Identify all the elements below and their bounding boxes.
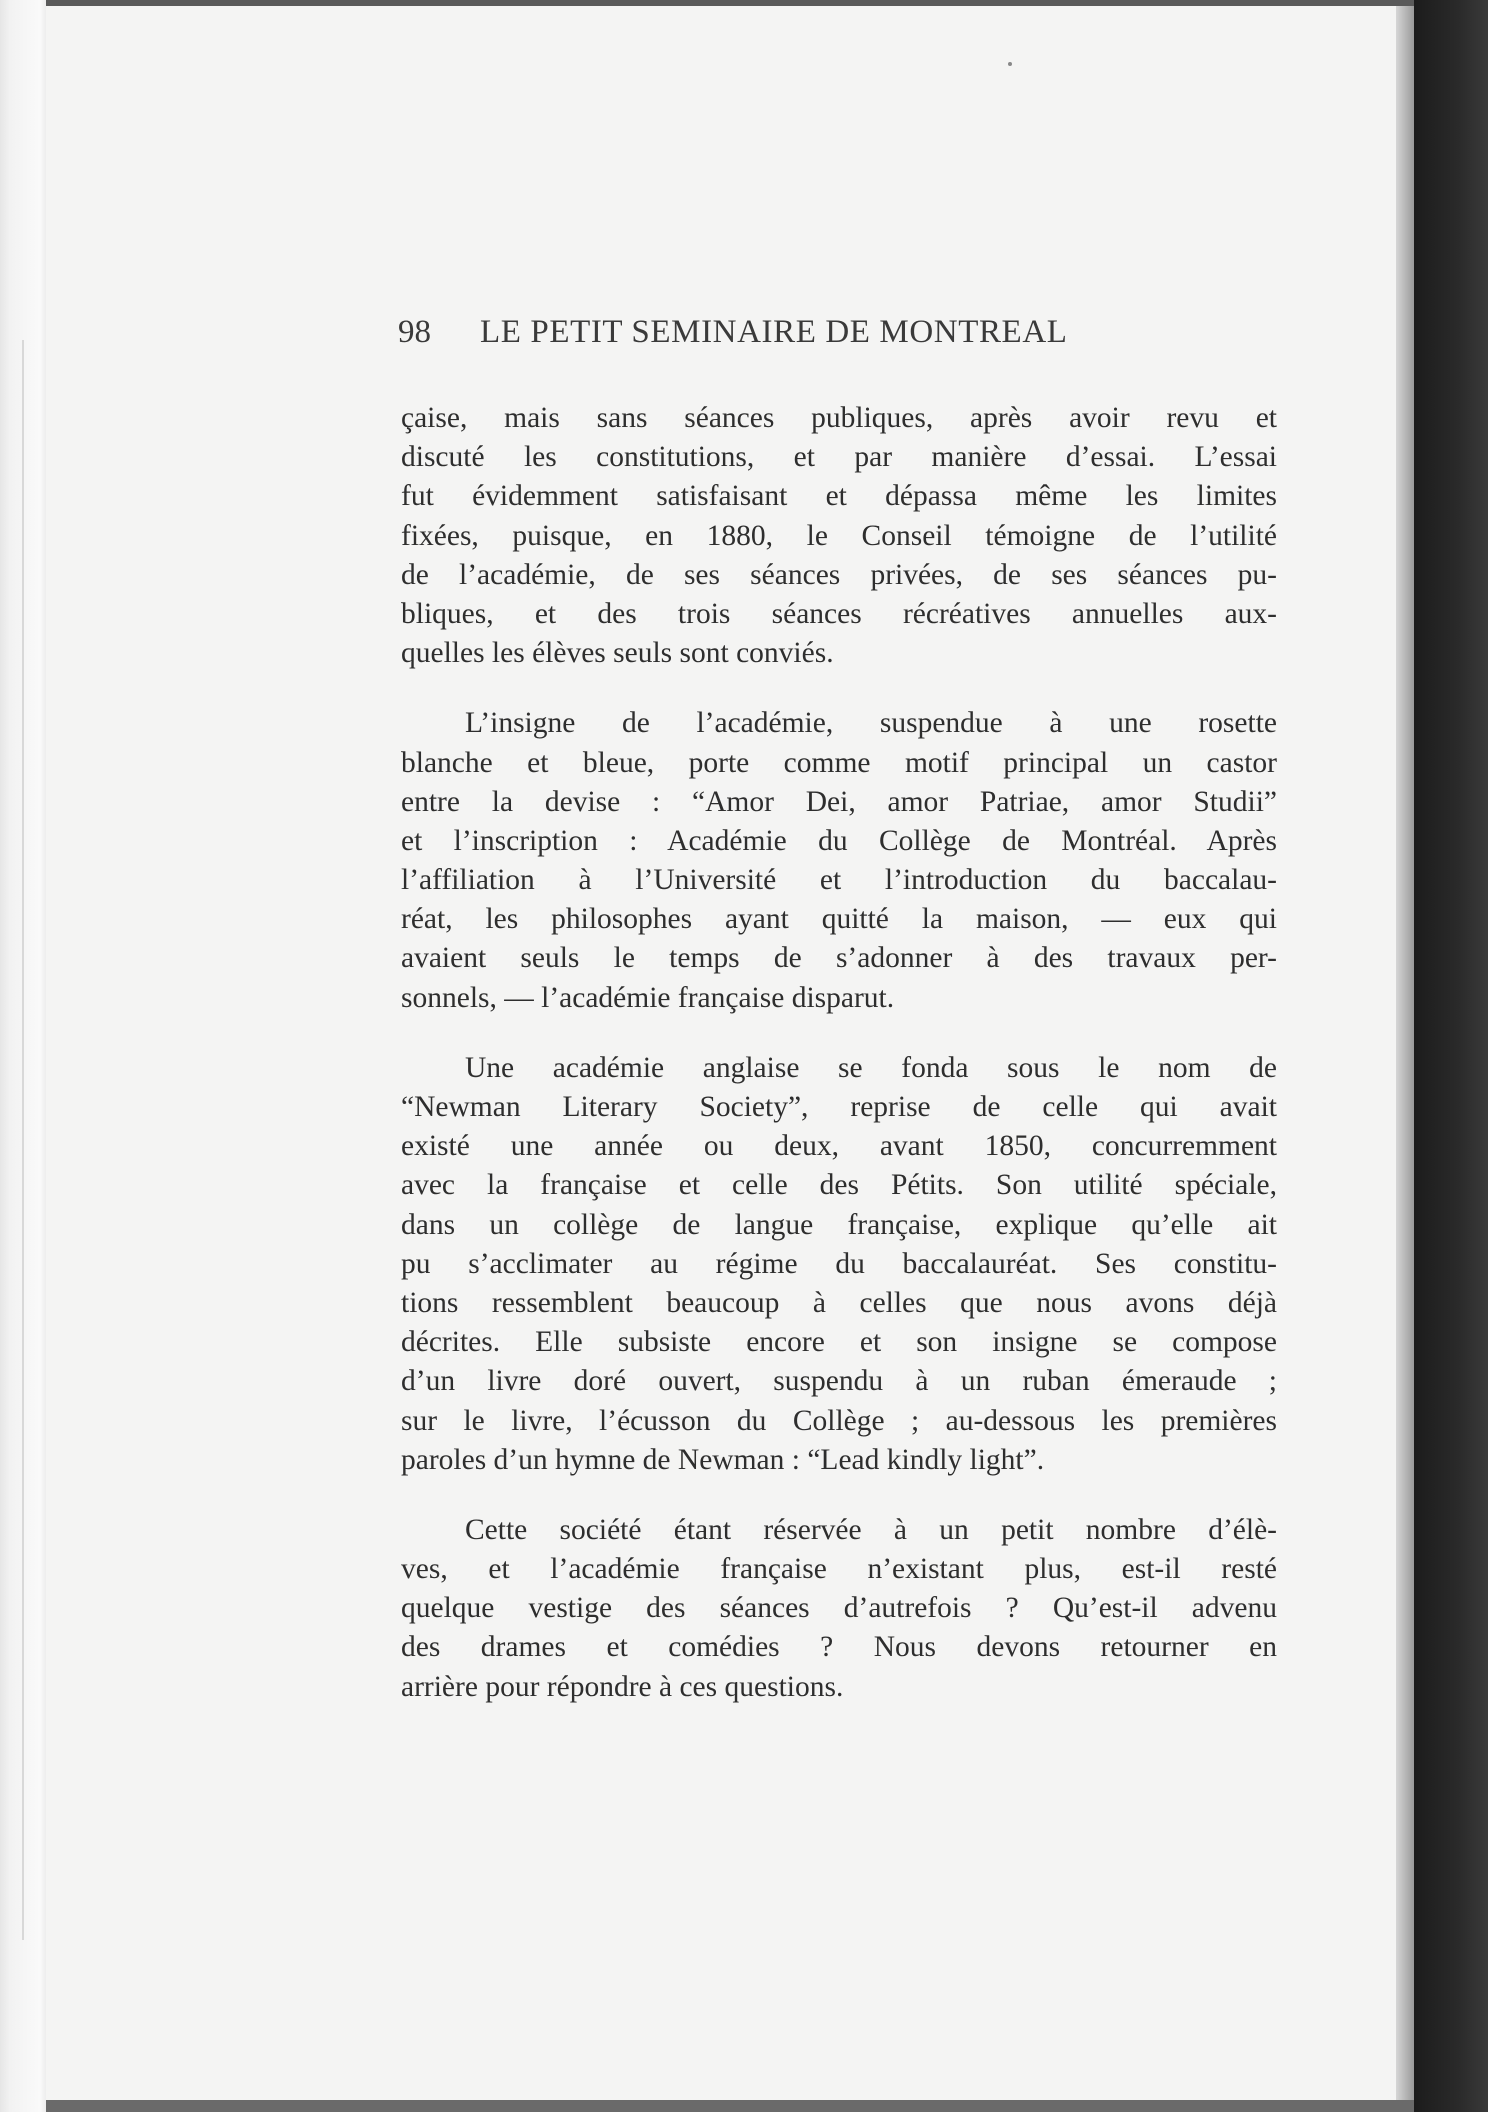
- text-line: dans un collège de langue française, explique qu’elle ait: [401, 1208, 1277, 1241]
- text-line: entre la devise : “Amor Dei, amor Patriae, amor Studii”: [401, 785, 1277, 818]
- text-line: décrites. Elle subsiste encore et son insigne se compose: [401, 1326, 1277, 1359]
- paragraph-1: [401, 399, 1277, 673]
- text-line: d’un livre doré ouvert, suspendu à un ruban émeraude ;: [401, 1365, 1277, 1398]
- text-line: avaient seuls le temps de s’adonner à des travaux per-: [401, 942, 1277, 975]
- text-line: quelles les élèves seuls sont conviés.: [401, 637, 834, 670]
- running-head: [398, 312, 1168, 352]
- text-line: Une académie anglaise se fonda sous le nom de: [465, 1051, 1277, 1084]
- text-line: discuté les constitutions, et par manière d’essai. L’essai: [401, 441, 1277, 474]
- page-edge-shadow: [1396, 6, 1414, 2100]
- text-line: réat, les philosophes ayant quitté la maison, — eux qui: [401, 903, 1277, 936]
- text-line: ves, et l’académie française n’existant plus, est-il resté: [401, 1553, 1277, 1586]
- text-line: bliques, et des trois séances récréatives annuelles aux-: [401, 597, 1277, 630]
- text-line: sur le livre, l’écusson du Collège ; au-dessous les premières: [401, 1404, 1277, 1437]
- paragraph-4: [401, 1511, 1277, 1707]
- dust-speck: [1008, 62, 1012, 66]
- text-line: blanche et bleue, porte comme motif principal un castor: [401, 746, 1277, 779]
- text-line: sonnels, — l’académie française disparut.: [401, 981, 895, 1014]
- text-line: “Newman Literary Society”, reprise de celle qui avait: [401, 1091, 1277, 1123]
- text-line: çaise, mais sans séances publiques, après avoir revu et: [401, 402, 1277, 434]
- running-title: LE PETIT SEMINAIRE DE MONTREAL: [480, 314, 1068, 350]
- text-line: arrière pour répondre à ces questions.: [401, 1670, 844, 1703]
- text-line: L’insigne de l’académie, suspendue à une rosette: [465, 707, 1277, 740]
- paragraph-3: [401, 1049, 1277, 1480]
- page-number: 98: [398, 314, 431, 350]
- paragraph-2: [401, 704, 1277, 1018]
- text-line: fixées, puisque, en 1880, le Conseil témoigne de l’utilité: [401, 519, 1277, 552]
- text-line: et l’inscription : Académie du Collège de Montréal. Après: [401, 824, 1277, 857]
- text-line: paroles d’un hymne de Newman : “Lead kindly light”.: [401, 1443, 1045, 1476]
- text-line: existé une année ou deux, avant 1850, concurremment: [401, 1130, 1277, 1163]
- scan-bottom-edge: [46, 2100, 1414, 2112]
- text-line: Cette société étant réservée à un petit nombre d’élè-: [465, 1513, 1277, 1546]
- text-line: l’affiliation à l’Université et l’introduction du baccalau-: [401, 864, 1277, 897]
- text-line: tions ressemblent beaucoup à celles que nous avons déjà: [401, 1286, 1277, 1319]
- text-line: pu s’acclimater au régime du baccalauréat. Ses constitu-: [401, 1247, 1277, 1280]
- book-spine: [1414, 0, 1488, 2112]
- body-text: [401, 399, 1277, 1707]
- text-line: de l’académie, de ses séances privées, de ses séances pu-: [401, 558, 1277, 591]
- text-line: des drames et comédies ? Nous devons retourner en: [401, 1631, 1277, 1664]
- text-line: fut évidemment satisfaisant et dépassa même les limites: [401, 480, 1277, 513]
- scan-left-shadow-line: [22, 340, 24, 1940]
- text-line: avec la française et celle des Pétits. Son utilité spéciale,: [401, 1169, 1277, 1202]
- text-line: quelque vestige des séances d’autrefois ? Qu’est-il advenu: [401, 1592, 1277, 1625]
